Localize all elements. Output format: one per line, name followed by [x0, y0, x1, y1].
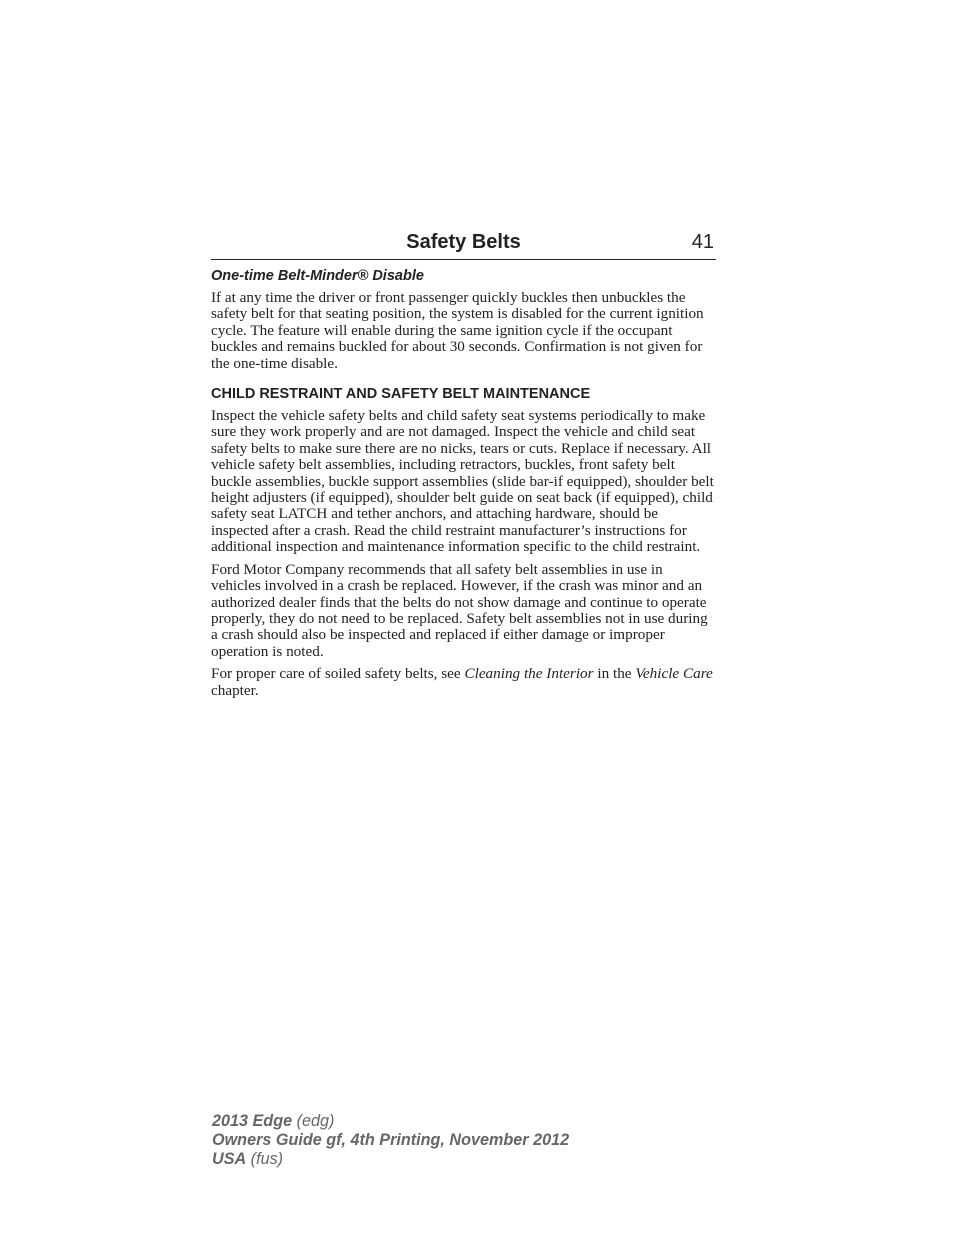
footer-market: USA — [212, 1150, 247, 1168]
page-footer — [212, 1112, 569, 1169]
care-middle-text: in the — [593, 665, 636, 683]
footer-model: 2013 Edge — [212, 1112, 293, 1130]
vehicle-care-reference: Vehicle Care — [635, 665, 713, 683]
footer-line-model — [212, 1112, 569, 1131]
section-heading: CHILD RESTRAINT AND SAFETY BELT MAINTENANCE — [211, 386, 591, 403]
care-tail-text: chapter. — [211, 681, 259, 699]
subsection-heading: One-time Belt-Minder® Disable — [211, 268, 424, 284]
page-content — [211, 267, 716, 705]
inspection-paragraph: Inspect the vehicle safety belts and child safety seat systems periodically to make sure they work properly and are not damaged. Inspect the vehicle and child seat safety belts to make sure there are no nicks, tears or cuts. Replace if necessary. All vehicle safety belt assemblies, including retractors, buckles, front safety belt buckle assemblies, buckle support assemblies (slide bar-if equipped), shoulder belt height adjusters (if equipped), shoulder belt guide on seat back (if equipped), child safety seat LATCH and tether anchors, and attaching hardware, should be inspected after a crash. Read the child restraint manufacturer’s instructions for additional inspection and maintenance information specific to the child restraint. — [211, 407, 714, 556]
replacement-paragraph: Ford Motor Company recommends that all safety belt assemblies in use in vehicles involved in a crash be replaced. However, if the crash was minor and an authorized dealer finds that the belts do not show damage and continue to operate properly, they do not need to be replaced. Safety belt assemblies not in use during a crash should also be inspected and replaced if either damage or improper operation is noted. — [211, 560, 708, 660]
belt-minder-paragraph: If at any time the driver or front passenger quickly buckles then unbuckles the safety belt for that seating position, the system is disabled for the current ignition cycle. The feature will enable during the same ignition cycle if the occupant buckles and remains buckled for about 30 seconds. Confirmation is not given for the one-time disable. — [211, 289, 704, 372]
footer-model-code: (edg) — [292, 1112, 335, 1130]
care-lead-text: For proper care of soiled safety belts, see — [211, 665, 465, 683]
page-header — [211, 229, 716, 260]
footer-market-code: (fus) — [246, 1150, 284, 1168]
cleaning-interior-reference: Cleaning the Interior — [464, 665, 594, 683]
footer-line-market — [212, 1150, 569, 1169]
footer-guide-edition: Owners Guide gf, 4th Printing, November 2012 — [212, 1131, 570, 1149]
care-paragraph — [211, 666, 716, 699]
page-title: Safety Belts — [406, 231, 521, 253]
page-number: 41 — [691, 231, 714, 253]
